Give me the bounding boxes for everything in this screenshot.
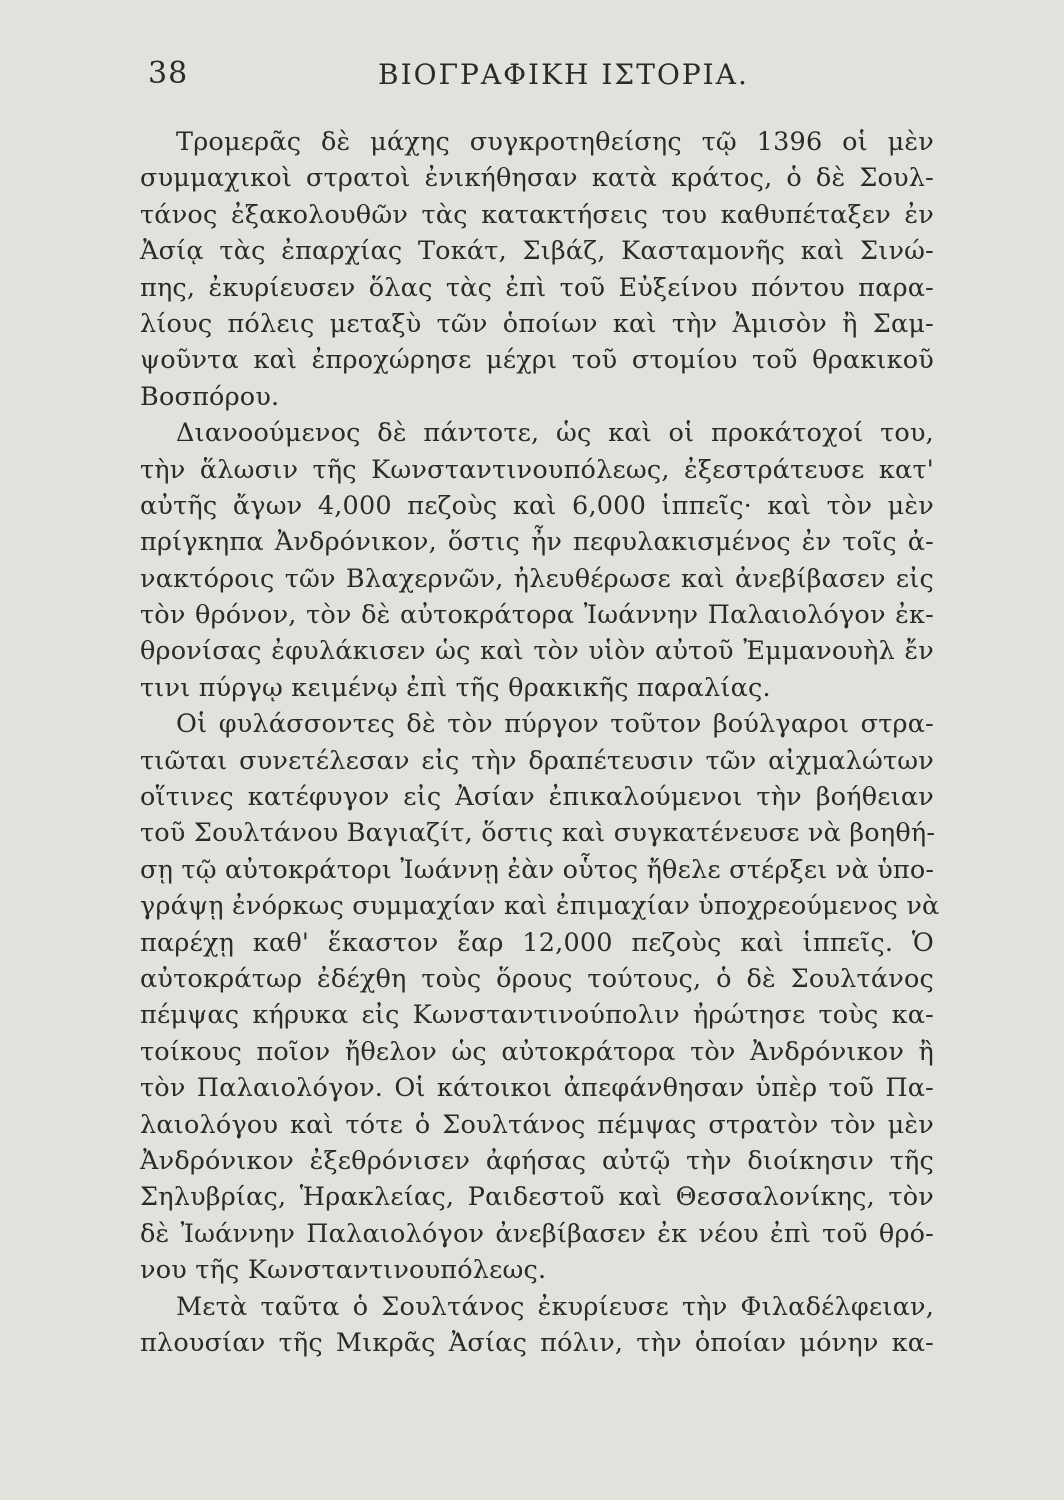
- text-line: νου τῆς Κωνσταντινουπόλεως.: [140, 1255, 547, 1286]
- text-line: πέμψας κήρυκα εἰς Κωνσταντινούπολιν ἠρώτησε τοὺς κα-: [140, 1000, 934, 1031]
- text-line: νακτόροις τῶν Βλαχερνῶν, ἠλευθέρωσε καὶ ἀνεβίβασεν εἰς: [140, 563, 934, 594]
- text-line: Ἀνδρόνικον ἐξεθρόνισεν ἀφήσας αὐτῷ τὴν διοίκησιν τῆς: [140, 1145, 934, 1176]
- text-line: δὲ Ἰωάννην Παλαιολόγον ἀνεβίβασεν ἐκ νέου ἐπὶ τοῦ θρό-: [140, 1218, 934, 1249]
- page-header: [148, 56, 948, 106]
- text-line: παρέχῃ καθ' ἕκαστον ἔαρ 12,000 πεζοὺς καὶ ἱππεῖς. Ὁ: [140, 927, 934, 958]
- text-line: πρίγκηπα Ἀνδρόνικον, ὅστις ἦν πεφυλακισμένος ἐν τοῖς ἀ-: [140, 527, 934, 558]
- text-line: λαιολόγου καὶ τότε ὁ Σουλτάνος πέμψας στρατὸν τὸν μὲν: [140, 1109, 934, 1140]
- text-line: Ἀσίᾳ τὰς ἐπαρχίας Τοκάτ, Σιβάζ, Κασταμονῆς καὶ Σινώ-: [140, 236, 934, 267]
- body-text: [140, 124, 940, 1361]
- text-line: τοίκους ποῖον ἤθελον ὡς αὐτοκράτορα τὸν Ἀνδρόνικον ἢ: [140, 1036, 934, 1067]
- text-line: τὴν ἅλωσιν τῆς Κωνσταντινουπόλεως, ἐξεστράτευσε κατ': [140, 454, 934, 485]
- text-line: οἵτινες κατέφυγον εἰς Ἀσίαν ἐπικαλούμενοι τὴν βοήθειαν: [140, 782, 934, 813]
- text-line: Βοσπόρου.: [140, 381, 280, 412]
- text-line: Οἱ φυλάσσοντες δὲ τὸν πύργον τοῦτον βούλγαροι στρα-: [176, 709, 934, 740]
- text-line: τὸν Παλαιολόγον. Οἱ κάτοικοι ἀπεφάνθησαν ὑπὲρ τοῦ Πα-: [140, 1073, 934, 1104]
- text-line: συμμαχικοὶ στρατοὶ ἐνικήθησαν κατὰ κράτος, ὁ δὲ Σουλ-: [140, 163, 934, 194]
- text-line: τινι πύργῳ κειμένῳ ἐπὶ τῆς θρακικῆς παραλίας.: [140, 672, 771, 703]
- running-title: ΒΙΟΓΡΑΦΙΚΗ ΙΣΤΟΡΙΑ.: [378, 58, 749, 91]
- text-line: σῃ τῷ αὐτοκράτορι Ἰωάννῃ ἐὰν οὗτος ἤθελε στέρξει νὰ ὑπο-: [140, 854, 935, 885]
- text-line: τάνος ἐξακολουθῶν τὰς κατακτήσεις του καθυπέταξεν ἐν: [140, 199, 934, 230]
- text-line: πλουσίαν τῆς Μικρᾶς Ἀσίας πόλιν, τὴν ὁποίαν μόνην κα-: [140, 1327, 934, 1358]
- text-line: Διανοούμενος δὲ πάντοτε, ὡς καὶ οἱ προκάτοχοί του,: [176, 418, 934, 449]
- text-line: τὸν θρόνον, τὸν δὲ αὐτοκράτορα Ἰωάννην Παλαιολόγον ἐκ-: [140, 600, 934, 631]
- page-number: 38: [148, 56, 189, 91]
- text-line: θρονίσας ἐφυλάκισεν ὡς καὶ τὸν υἱὸν αὐτοῦ Ἐμμανουὴλ ἔν: [140, 636, 934, 667]
- text-line: λίους πόλεις μεταξὺ τῶν ὁποίων καὶ τὴν Ἀμισὸν ἢ Σαμ-: [140, 308, 934, 339]
- text-line: αὐτῆς ἄγων 4,000 πεζοὺς καὶ 6,000 ἱππεῖς· καὶ τὸν μὲν: [140, 490, 934, 521]
- text-line: Σηλυβρίας, Ἡρακλείας, Ραιδεστοῦ καὶ Θεσσαλονίκης, τὸν: [140, 1182, 934, 1213]
- text-line: γράψῃ ἐνόρκως συμμαχίαν καὶ ἐπιμαχίαν ὑποχρεούμενος νὰ: [140, 891, 940, 922]
- text-line: πης, ἐκυρίευσεν ὅλας τὰς ἐπὶ τοῦ Εὐξείνου πόντου παρα-: [140, 272, 934, 303]
- text-line: τιῶται συνετέλεσαν εἰς τὴν δραπέτευσιν τῶν αἰχμαλώτων: [140, 745, 934, 776]
- text-line: Μετὰ ταῦτα ὁ Σουλτάνος ἐκυρίευσε τὴν Φιλαδέλφειαν,: [176, 1291, 934, 1322]
- text-line: αὐτοκράτωρ ἐδέχθη τοὺς ὅρους τούτους, ὁ δὲ Σουλτάνος: [140, 963, 934, 994]
- text-line: τοῦ Σουλτάνου Βαγιαζίτ, ὅστις καὶ συγκατένευσε νὰ βοηθή-: [140, 818, 936, 849]
- text-line: Τρομερᾶς δὲ μάχης συγκροτηθείσης τῷ 1396 οἱ μὲν: [176, 127, 934, 157]
- text-line: ψοῦντα καὶ ἐπροχώρησε μέχρι τοῦ στομίου τοῦ θρακικοῦ: [140, 345, 934, 376]
